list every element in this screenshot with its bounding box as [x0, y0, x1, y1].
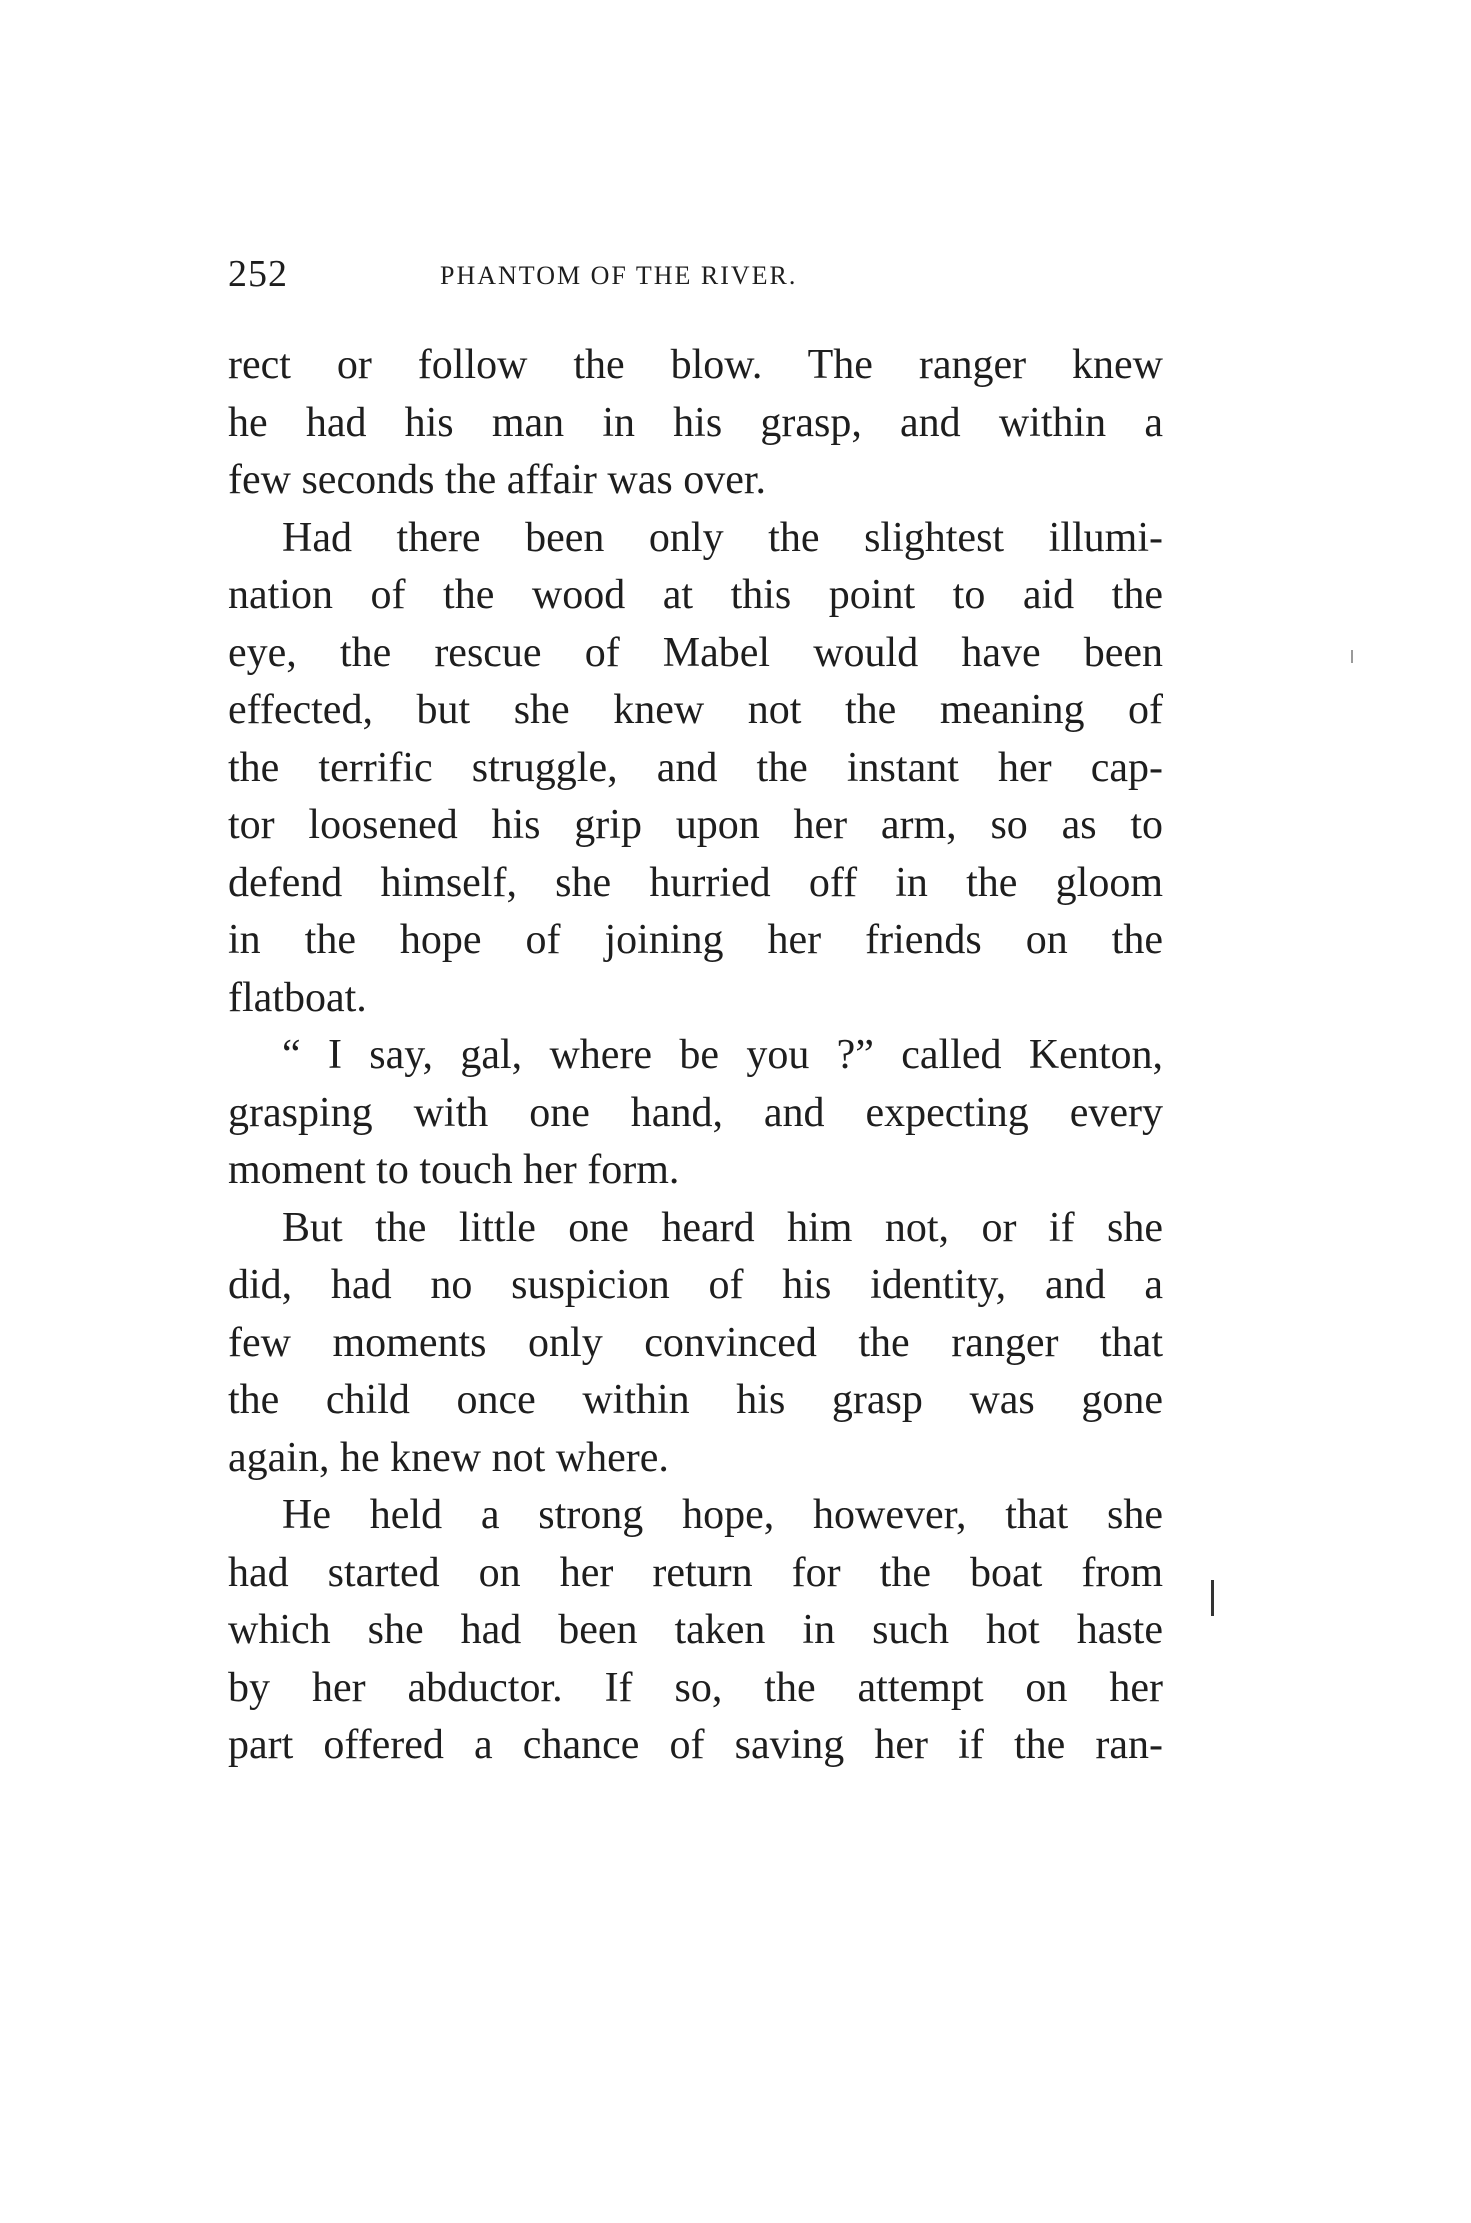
- text-line: flatboat.: [228, 974, 367, 1021]
- text-line: But the little one heard him not, or if she: [282, 1204, 1163, 1251]
- text-line: eye, the rescue of Mabel would have been: [228, 629, 1163, 676]
- text-line: which she had been taken in such hot haste: [228, 1607, 1163, 1653]
- text-line: rect or follow the blow. The ranger knew: [228, 342, 1163, 388]
- text-line: effected, but she knew not the meaning of: [228, 687, 1163, 733]
- text-line: Had there been only the slightest illumi-: [282, 514, 1163, 561]
- text-line: “ I say, gal, where be you ?” called Kenton,: [282, 1032, 1163, 1078]
- scan-mark: [1211, 1580, 1214, 1616]
- body-text: [228, 337, 1163, 1775]
- text-line: had started on her return for the boat from: [228, 1549, 1163, 1596]
- text-line: again, he knew not where.: [228, 1434, 669, 1481]
- text-line: tor loosened his grip upon her arm, so as to: [228, 802, 1163, 848]
- text-line: moment to touch her form.: [228, 1147, 680, 1193]
- running-head: [228, 252, 1168, 302]
- text-line: part offered a chance of saving her if the ran-: [228, 1722, 1163, 1768]
- text-line: few moments only convinced the ranger that: [228, 1319, 1163, 1366]
- text-line: the terrific struggle, and the instant her cap-: [228, 744, 1163, 791]
- text-line: did, had no suspicion of his identity, and a: [228, 1262, 1163, 1308]
- text-line: he had his man in his grasp, and within a: [228, 399, 1163, 446]
- scan-speck: [1351, 650, 1353, 663]
- text-line: in the hope of joining her friends on the: [228, 917, 1163, 963]
- text-line: grasping with one hand, and expecting every: [228, 1089, 1163, 1136]
- text-line: nation of the wood at this point to aid the: [228, 572, 1163, 618]
- page-number: 252: [228, 253, 288, 295]
- text-line: by her abductor. If so, the attempt on her: [228, 1664, 1163, 1711]
- running-title: PHANTOM OF THE RIVER.: [440, 261, 798, 290]
- text-line: few seconds the affair was over.: [228, 457, 767, 503]
- text-line: defend himself, she hurried off in the gloom: [228, 859, 1163, 906]
- text-line: He held a strong hope, however, that she: [282, 1492, 1163, 1538]
- text-line: the child once within his grasp was gone: [228, 1377, 1163, 1423]
